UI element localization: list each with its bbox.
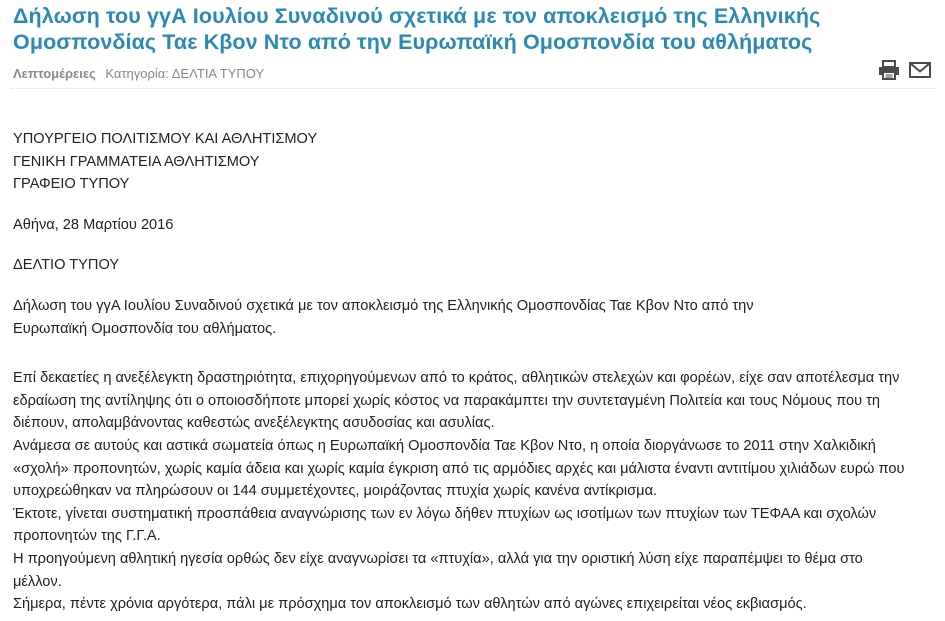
doc-type-line: ΔΕΛΤΙΟ ΤΥΠΟΥ [13, 257, 120, 274]
email-icon[interactable] [909, 60, 931, 80]
body-line: Η προηγούμενη αθλητική ηγεσία ορθώς δεν είχε αναγνωρίσει τα «πτυχία», αλλά για την οριστική λύση είχε παραπέμψει το θέμα στο [13, 550, 863, 567]
intro-line: Δήλωση του γγΑ Ιουλίου Συναδινού σχετικά με τον αποκλεισμό της Ελληνικής Ομοσπονδίας Ταε Κβον Ντο από την [13, 297, 754, 314]
body-line: Σήμερα, πέντε χρόνια αργότερα, πάλι με πρόσχημα τον αποκλεισμό των αθλητών από αγώνες επιχειρείται νέος εκβιασμός. [13, 596, 807, 613]
print-icon[interactable] [878, 60, 900, 80]
intro-line: Ευρωπαϊκή Ομοσπονδία του αθλήματος. [13, 320, 277, 337]
body-line: υποχρεώθηκαν να πληρώσουν οι 144 συμμετέχοντες, μοιράζοντας πτυχία χωρίς κανένα αντίκρισμα. [13, 483, 658, 500]
article-actions [878, 60, 931, 80]
body-line: «σχολή» προπονητών, χωρίς καμία άδεια και χωρίς καμία έγκριση από τις αρμόδιες αρχές και μάλιστα έναντι αντιτίμου χιλιάδων ευρώ που [13, 460, 905, 477]
secretariat-line: ΓΕΝΙΚΗ ΓΡΑΜΜΑΤΕΙΑ ΑΘΛΗΤΙΣΜΟΥ [13, 153, 260, 170]
article-title-link[interactable]: Δήλωση του γγΑ Ιουλίου Συναδινού σχετικά με τον αποκλεισμό της Ελληνικής Ομοσπονδίας Ταε Κβον Ντο από την Ευρωπαϊκή Ομοσπονδία του αθλήματος [13, 4, 821, 54]
ministry-line: ΥΠΟΥΡΓΕΙΟ ΠΟΛΙΤΙΣΜΟΥ ΚΑΙ ΑΘΛΗΤΙΣΜΟΥ [13, 131, 318, 147]
body-line: Έκτοτε, γίνεται συστηματική προσπάθεια αναγνώρισης των εν λόγω δήθεν πτυχίων ως ισοτίμων των πτυχίων των ΤΕΦΑΑ και σχολών [13, 505, 877, 522]
article-meta [13, 66, 264, 81]
body-line: προπονητών της Γ.Γ.Α. [13, 528, 161, 545]
press-office-line: ΓΡΑΦΕΙΟ ΤΥΠΟΥ [13, 176, 130, 193]
meta-divider [10, 88, 935, 89]
details-label: Λεπτομέρειες [13, 66, 96, 81]
article-body [13, 128, 935, 616]
body-line: Ανάμεσα σε αυτούς και αστικά σωματεία όπως η Ευρωπαϊκή Ομοσπονδία Ταε Κβον Ντο, η οποία διοργάνωσε το 2011 στην Χαλκιδική [13, 437, 876, 454]
category-label: Κατηγορία: ΔΕΛΤΙΑ ΤΥΠΟΥ [105, 66, 265, 81]
body-line: μέλλον. [13, 573, 62, 590]
date-line: Αθήνα, 28 Μαρτίου 2016 [13, 216, 174, 233]
body-line: διέπουν, απολαμβάνοντας καθεστώς ανεξέλεγκτης ασυδοσίας και ασυλίας. [13, 415, 495, 432]
body-line: Επί δεκαετίες η ανεξέλεγκτη δραστηριότητα, επιχορηγούμενων από το κράτος, αθλητικών στελεχών και φορέων, είχε σαν αποτέλεσμα την [13, 370, 900, 387]
article-title [13, 3, 933, 55]
body-line: εδραίωση της αντίληψης ότι ο οποιοσδήποτε μπορεί χωρίς κόστος να παρακάμπτει την συντεταγμένη Πολιτεία και τους Νόμους που τη [13, 392, 880, 409]
